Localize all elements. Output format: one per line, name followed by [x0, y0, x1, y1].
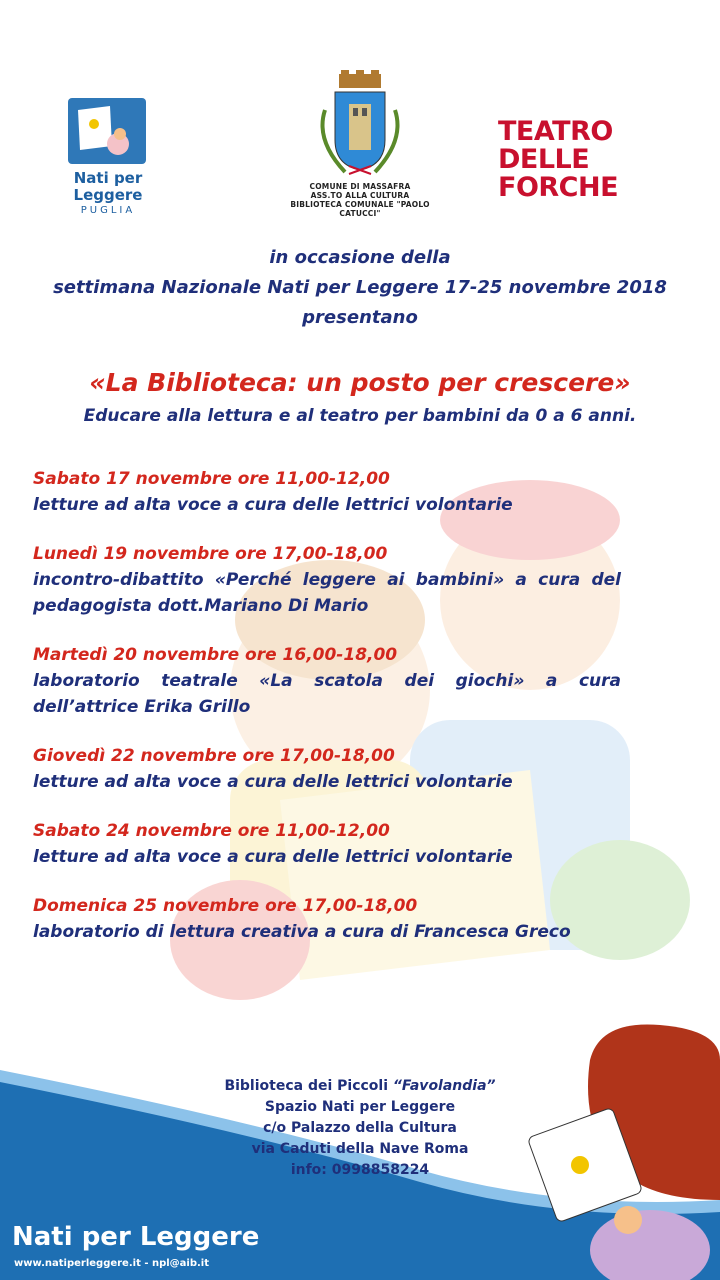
crest-caption-3: BIBLIOTECA COMUNALE "PAOLO CATUCCI" [290, 200, 430, 218]
teatro-line1: TEATRO [498, 116, 613, 147]
library-address [150, 1076, 570, 1181]
intro-line-1: in occasione della [269, 247, 451, 268]
event-item [33, 541, 621, 619]
event-description: laboratorio teatrale «La scatola dei giochi» a cura dell’attrice Erika Grillo [33, 671, 621, 717]
event-description: letture ad alta voce a cura delle lettrici volontarie [33, 495, 513, 515]
event-item [33, 642, 621, 720]
teatro-line2: DELLE [498, 144, 590, 175]
event-subtitle: Educare alla lettura e al teatro per bambini da 0 a 6 anni. [83, 406, 637, 426]
event-item [33, 818, 621, 870]
address-line-2: Spazio Nati per Leggere [264, 1099, 456, 1115]
crest-caption-2: ASS.TO ALLA CULTURA [310, 191, 410, 200]
event-date: Sabato 17 novembre ore 11,00-12,00 [33, 469, 390, 489]
event-item [33, 893, 621, 945]
address-phone: info: 0998858224 [290, 1162, 430, 1178]
event-date: Giovedì 22 novembre ore 17,00-18,00 [33, 746, 395, 766]
nati-per-leggere-logo [68, 98, 148, 228]
event-description: incontro-dibattito «Perché leggere ai bambini» a cura del pedagogista dott.Mariano Di Mario [33, 570, 621, 616]
child-reading-book-icon [68, 98, 146, 164]
events-list [33, 466, 621, 968]
event-date: Lunedì 19 novembre ore 17,00-18,00 [33, 544, 388, 564]
event-item [33, 743, 621, 795]
address-line-4: via Caduti della Nave Roma [251, 1141, 469, 1157]
teatro-line3: FORCHE [498, 172, 619, 203]
event-date: Sabato 24 novembre ore 11,00-12,00 [33, 821, 390, 841]
event-description: laboratorio di lettura creativa a cura di Francesca Greco [33, 922, 571, 942]
intro-line-2: settimana Nazionale Nati per Leggere 17-25 novembre 2018 [53, 277, 667, 298]
address-library-nickname: “Favolandia” [392, 1078, 496, 1094]
event-title: «La Biblioteca: un posto per crescere» [89, 368, 631, 397]
event-date: Domenica 25 novembre ore 17,00-18,00 [33, 896, 418, 916]
npl-logo-line1: Nati per [73, 169, 143, 187]
intro-line-3: presentano [302, 307, 418, 328]
address-line-1 [150, 1076, 570, 1097]
footer-brand: Nati per Leggere [12, 1222, 260, 1252]
footer-url: www.natiperleggere.it - npl@aib.it [14, 1258, 210, 1269]
npl-logo-line3: PUGLIA [80, 205, 136, 216]
teatro-delle-forche-logo [498, 118, 648, 202]
address-library-name: Biblioteca dei Piccoli [224, 1078, 393, 1094]
crest-caption-1: COMUNE DI MASSAFRA [309, 182, 411, 191]
address-line-3: c/o Palazzo della Cultura [263, 1120, 457, 1136]
event-description: letture ad alta voce a cura delle lettrici volontarie [33, 847, 513, 867]
event-item [33, 466, 621, 518]
event-date: Martedì 20 novembre ore 16,00-18,00 [33, 645, 398, 665]
comune-crest [272, 70, 448, 220]
event-description: letture ad alta voce a cura delle lettrici volontarie [33, 772, 513, 792]
npl-logo-line2: Leggere [73, 186, 143, 204]
town-crest-icon [305, 70, 415, 182]
